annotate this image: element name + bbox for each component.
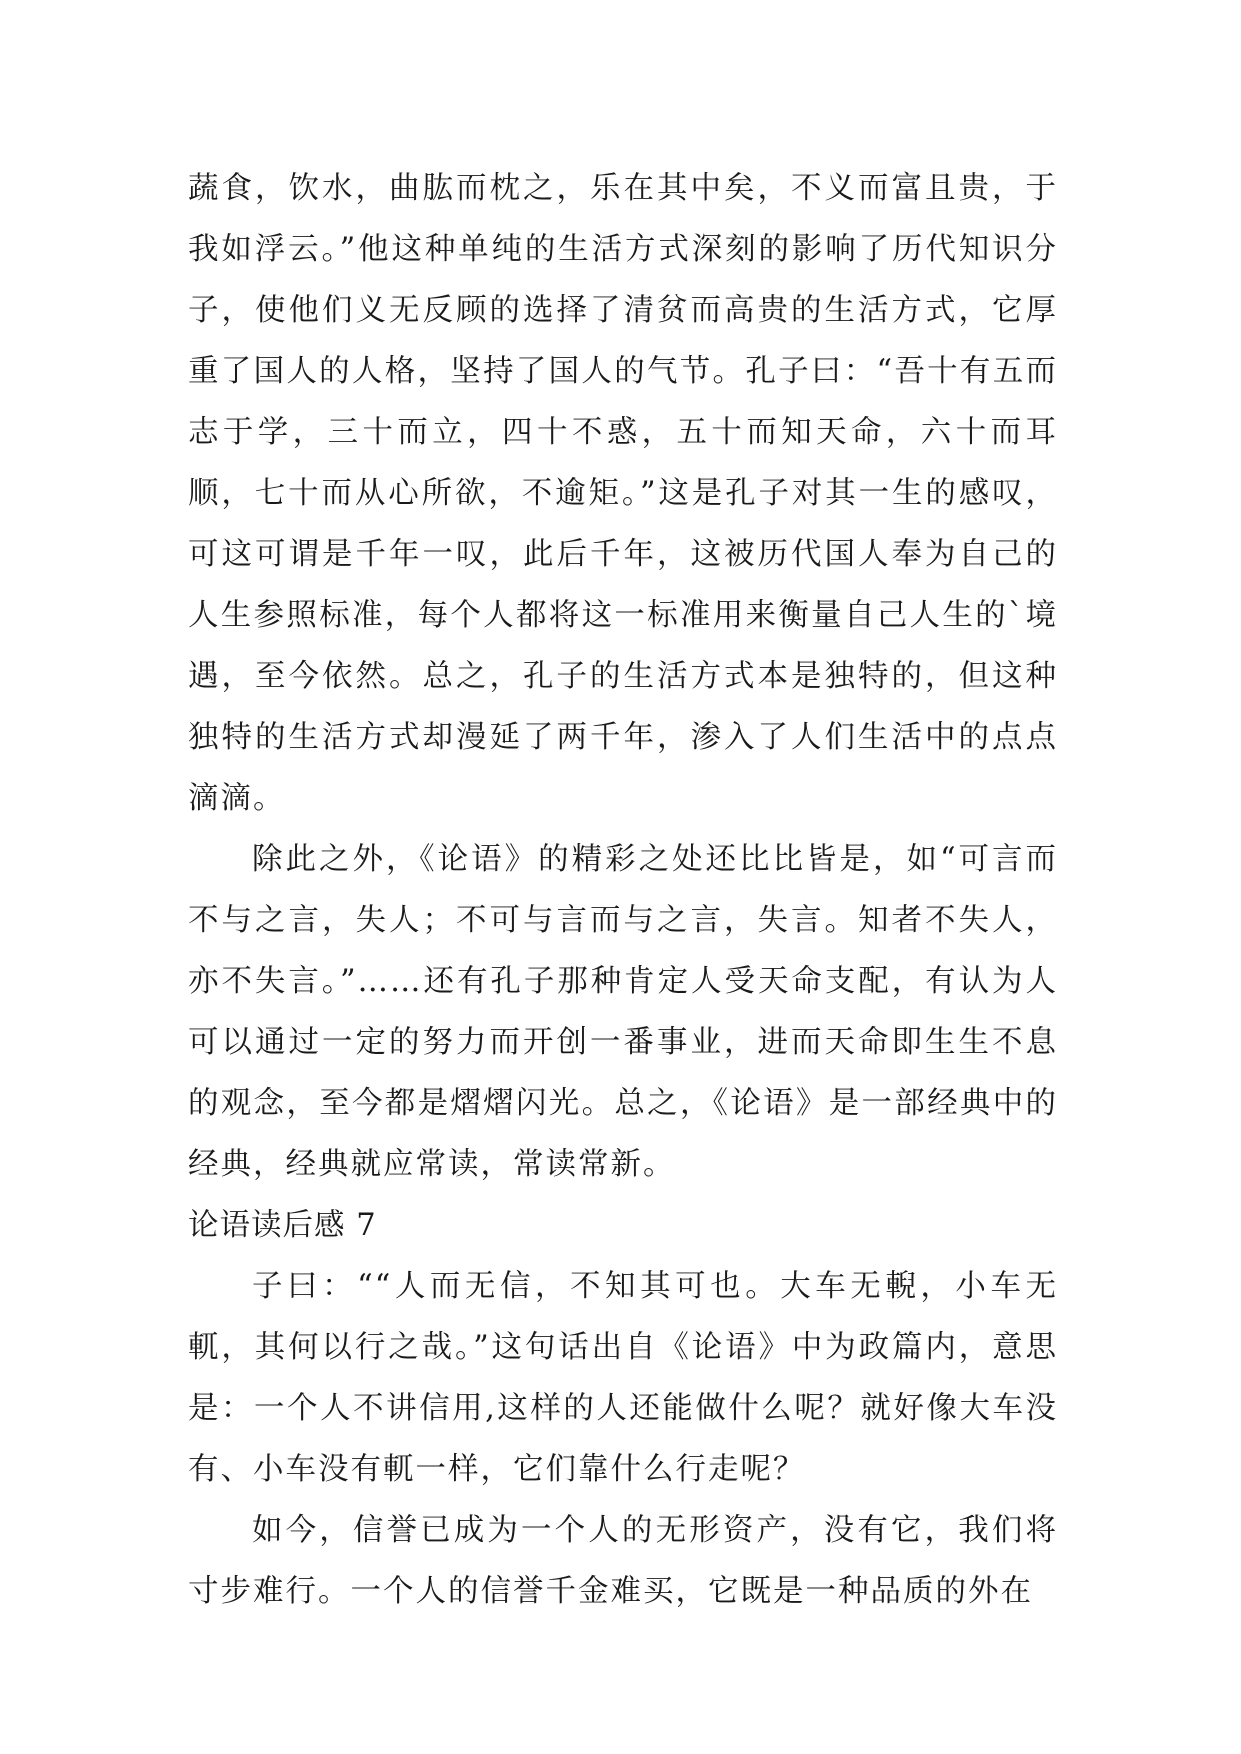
paragraph-analects-highlights: 除此之外，《论语》的精彩之处还比比皆是，如“可言而不与之言，失人；不可与言而与之言，失言。知者不失人，亦不失言。”……还有孔子那种肯定人受天命支配，有认为人可以通过一定的努力而开创一番事业，进而天命即生生不息的观念，至今都是熠熠闪光。总之，《论语》是一部经典中的经典，经典就应常读，常读常新。 [188,842,1058,1182]
paragraph-reputation: 如今，信誉已成为一个人的无形资产，没有它，我们将寸步难行。一个人的信誉千金难买，它既是一种品质的外在 [188,1513,1058,1609]
section-heading: 论语读后感 7 [188,1208,377,1243]
paragraph-confucius-lifestyle: 蔬食，饮水，曲肱而枕之，乐在其中矣，不义而富且贵，于我如浮云。”他这种单纯的生活方式深刻的影响了历代知识分子，使他们义无反顾的选择了清贫而高贵的生活方式，它厚重了国人的人格，坚持了国人的气节。孔子曰：“吾十有五而志于学，三十而立，四十不惑，五十而知天命，六十而耳顺，七十而从心所欲，不逾矩。”这是孔子对其一生的感叹，可这可谓是千年一叹，此后千年，这被历代国人奉为自己的人生参照标准，每个人都将这一标准用来衡量自己人生的`境遇，至今依然。总之，孔子的生活方式本是独特的，但这种独特的生活方式却漫延了两千年，渗入了人们生活中的点点滴滴。 [188,171,1058,816]
paragraph-trust-quote: 子曰：““人而无信，不知其可也。大车无輗，小车无軏，其何以行之哉。”这句话出自《论语》中为政篇内，意思是：一个人不讲信用,这样的人还能做什么呢？就好像大车没有、小车没有軏一样，它们靠什么行走呢？ [188,1269,1058,1487]
document-body [188,158,1058,1622]
